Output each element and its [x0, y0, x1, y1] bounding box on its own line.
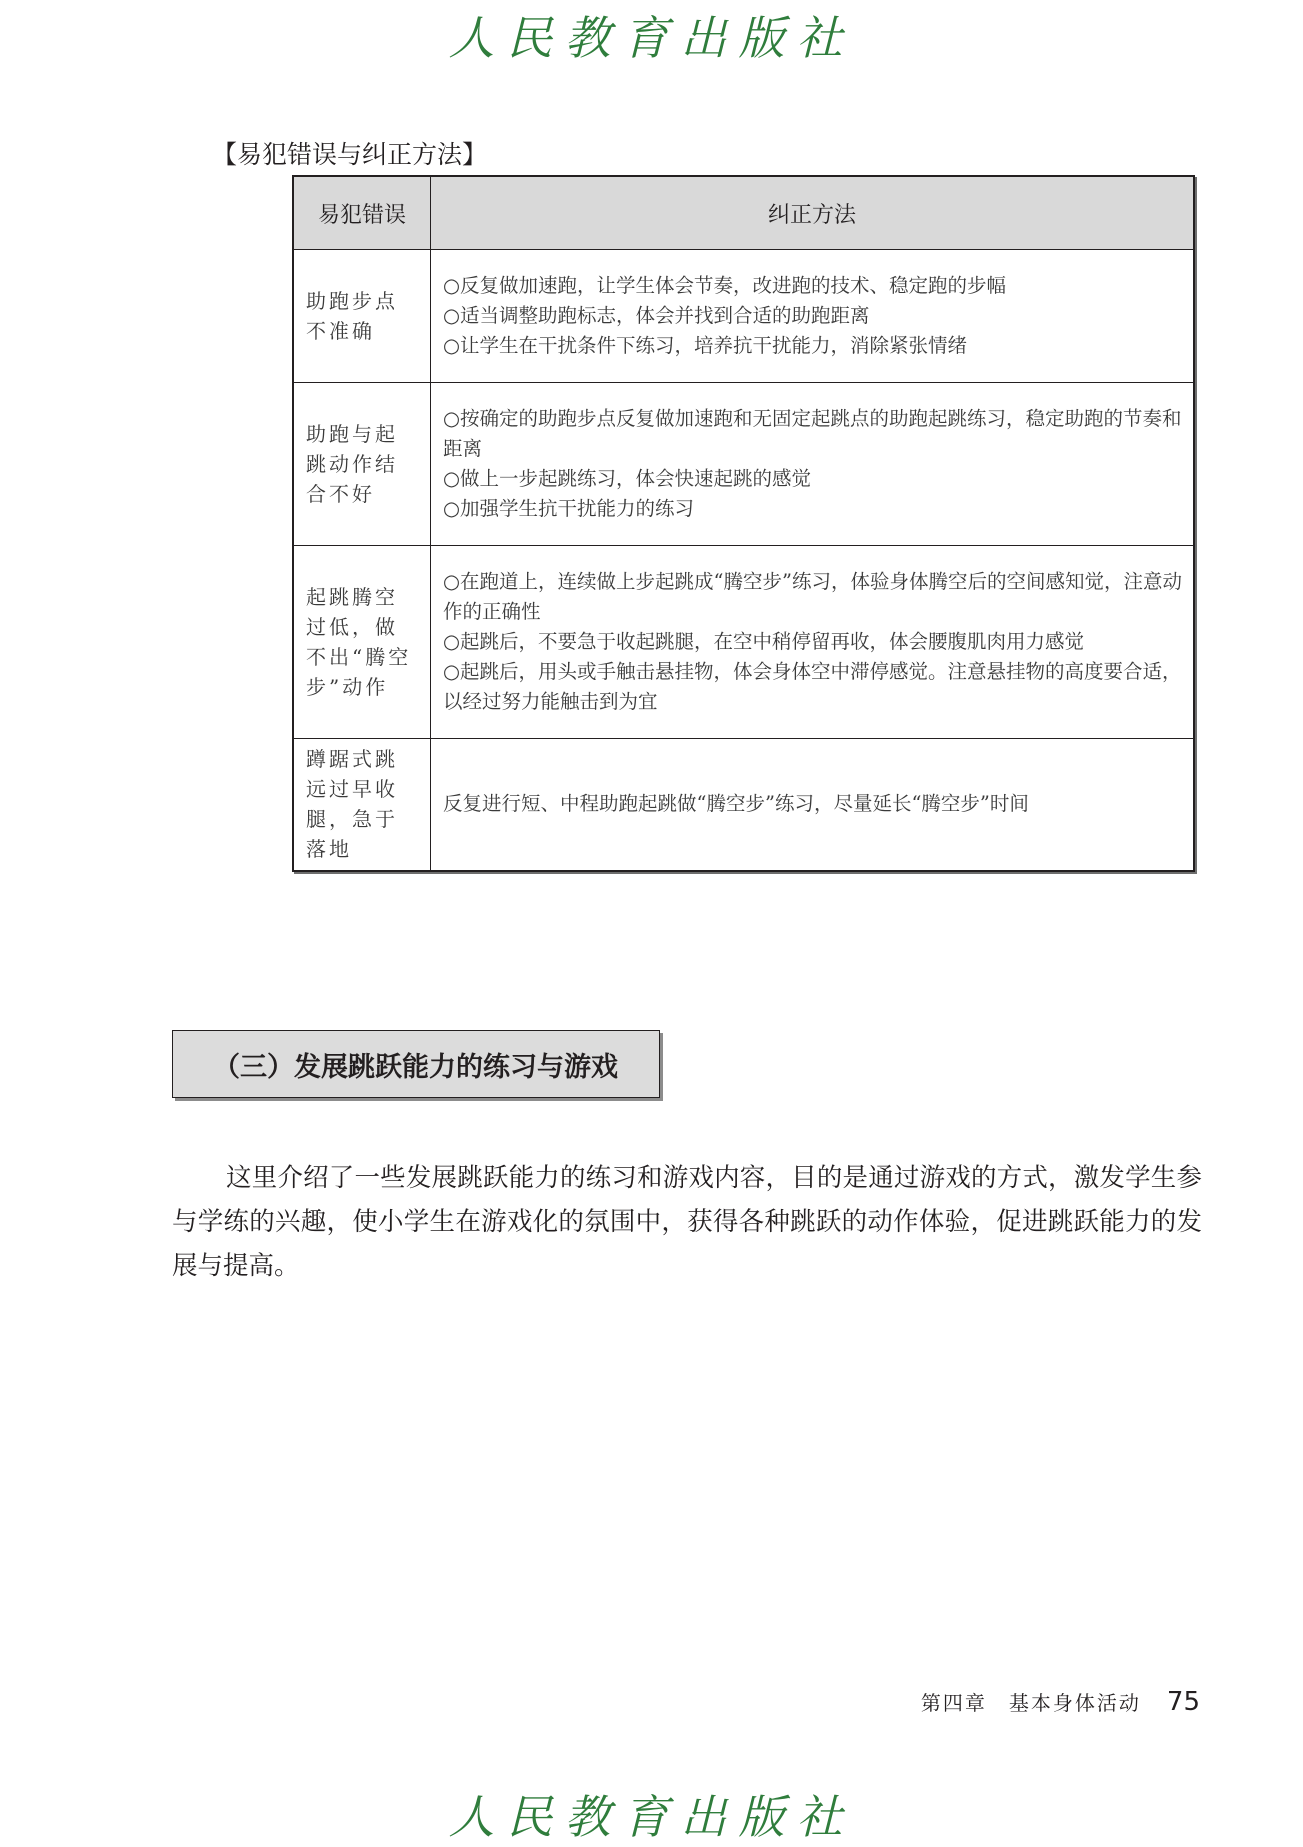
publisher-logo-top: 人民教育出版社 [448, 11, 855, 65]
fix-cell [431, 250, 1195, 383]
fix-line: ○在跑道上，连续做上步起跳成“腾空步”练习，体验身体腾空后的空间感知觉，注意动作的正确性 [443, 570, 1182, 623]
fix-line: ○适当调整助跑标志，体会并找到合适的助跑距离 [443, 304, 870, 327]
fix-cell [431, 383, 1195, 546]
fix-line: ○让学生在干扰条件下练习，培养抗干扰能力，消除紧张情绪 [443, 334, 968, 357]
header-error: 易犯错误 [293, 176, 431, 250]
section-label: 【易犯错误与纠正方法】 [212, 140, 488, 169]
fix-line: ○按确定的助跑步点反复做加速跑和无固定起跳点的助跑起跳练习，稳定助跑的节奏和距离 [443, 407, 1182, 460]
table-header-row [293, 176, 1194, 250]
fix-line: 反复进行短、中程助跑起跳做“腾空步”练习，尽量延长“腾空步”时间 [443, 792, 1029, 816]
fix-cell [431, 546, 1195, 739]
fix-line: ○起跳后，用头或手触击悬挂物，体会身体空中滞停感觉。注意悬挂物的高度要合适，以经过努力能触击到为宜 [443, 660, 1182, 713]
publisher-logo-bottom: 人民教育出版社 [448, 1790, 855, 1844]
fix-line: ○做上一步起跳练习，体会快速起跳的感觉 [443, 467, 812, 490]
header-fix: 纠正方法 [431, 176, 1195, 250]
table-row [293, 739, 1194, 871]
page-number: 75 [1166, 1687, 1200, 1717]
fix-line: ○反复做加速跑，让学生体会节奏，改进跑的技术、稳定跑的步幅 [443, 274, 1007, 297]
error-cell: 助跑步点不准确 [293, 250, 431, 383]
body-paragraph: 这里介绍了一些发展跳跃能力的练习和游戏内容，目的是通过游戏的方式，激发学生参与学练的兴趣，使小学生在游戏化的氛围中，获得各种跳跃的动作体验，促进跳跃能力的发展与提高。 [172, 1162, 1202, 1281]
fix-cell [431, 739, 1195, 871]
errors-table [292, 175, 1195, 872]
error-cell: 助跑与起跳动作结合不好 [293, 383, 431, 546]
page-footer [921, 1687, 1200, 1717]
fix-line: ○加强学生抗干扰能力的练习 [443, 497, 695, 520]
error-cell: 起跳腾空过低，做不出“腾空步”动作 [293, 546, 431, 739]
fix-line: ○起跳后，不要急于收起跳腿，在空中稍停留再收，体会腰腹肌肉用力感觉 [443, 630, 1085, 653]
error-cell: 蹲踞式跳远过早收腿，急于落地 [293, 739, 431, 871]
table-row [293, 250, 1194, 383]
table-row [293, 546, 1194, 739]
table-row [293, 383, 1194, 546]
section-heading: （三）发展跳跃能力的练习与游戏 [172, 1030, 660, 1098]
chapter-title: 第四章 基本身体活动 [920, 1691, 1141, 1715]
